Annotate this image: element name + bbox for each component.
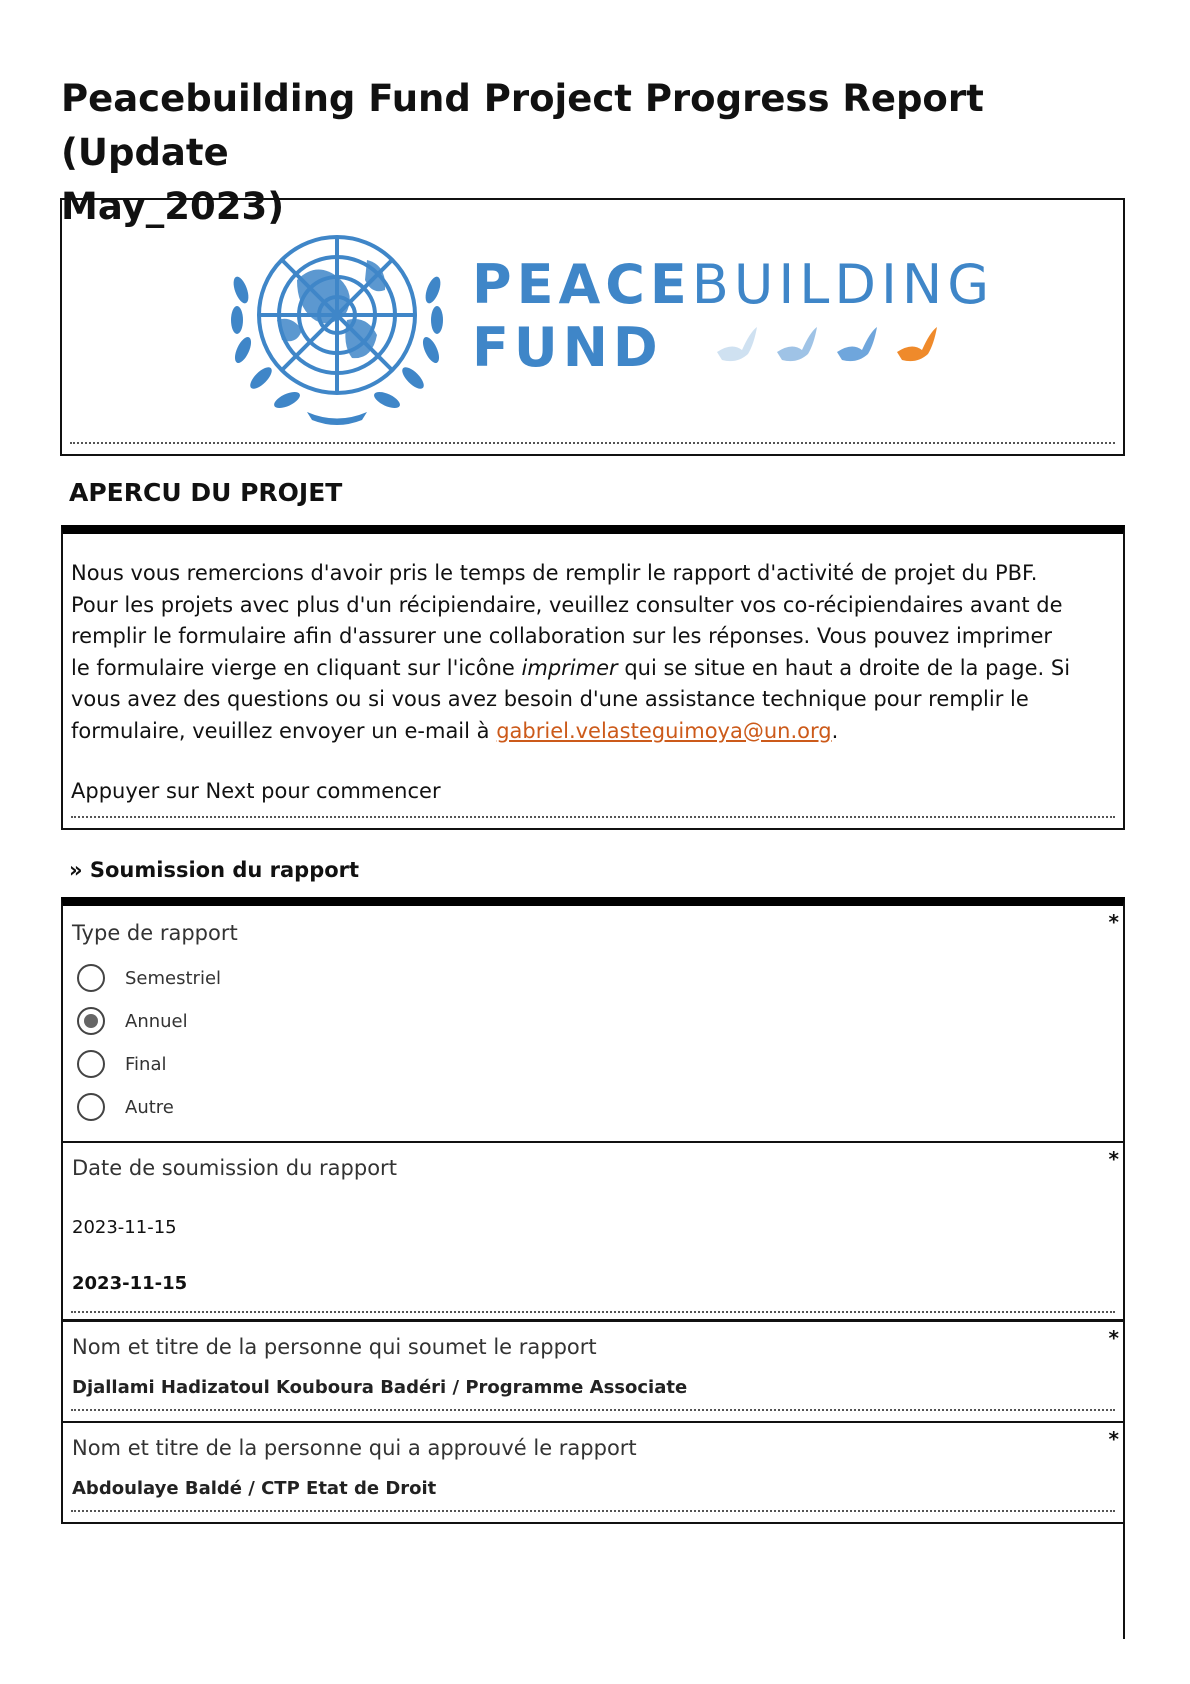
approver-question [61, 1421, 1125, 1524]
required-marker: * [1108, 1326, 1119, 1350]
submitter-label: Nom et titre de la personne qui soumet le rapport [72, 1335, 597, 1359]
logo-panel [60, 198, 1125, 456]
submission-date-divider [71, 1311, 1115, 1313]
radio-label: Final [125, 1053, 167, 1075]
radio-button[interactable] [77, 964, 105, 992]
report-type-question [61, 897, 1125, 1143]
radio-option-annuel[interactable] [77, 1005, 188, 1037]
required-marker: * [1108, 910, 1119, 934]
radio-option-autre[interactable] [77, 1091, 174, 1123]
radio-option-final[interactable] [77, 1048, 166, 1080]
radio-button[interactable] [77, 1050, 105, 1078]
page-right-border [1123, 1524, 1125, 1639]
logo-word-fund: FUND [472, 316, 663, 379]
overview-divider [71, 816, 1115, 818]
overview-panel [61, 525, 1125, 830]
submission-date-question [61, 1141, 1125, 1321]
radio-option-semestriel[interactable] [77, 962, 221, 994]
document-title-line1: Peacebuilding Fund Project Progress Report (Update [61, 77, 984, 174]
submission-section-title: » Soumission du rapport [69, 858, 360, 882]
logo-wordmark-line2 [472, 318, 663, 378]
logo-wordmark-line1 [472, 255, 994, 315]
submitter-divider [71, 1409, 1115, 1411]
approver-label: Nom et titre de la personne qui a approuvé le rapport [72, 1436, 637, 1460]
contact-email-link[interactable]: gabriel.velasteguimoya@un.org [496, 718, 832, 743]
radio-label: Semestriel [125, 967, 222, 989]
overview-text-part2: qui se situe en haut a droite de la page. Si vous avez des questions ou si vous avez besoin d'une assistance technique pour remplir le formulaire, veuillez envoyer un e-mail à [71, 655, 1071, 743]
logo-word-building: BUILDING [691, 253, 995, 316]
document-title-line2: May_2023) [61, 185, 285, 228]
overview-text [71, 558, 1071, 747]
overview-text-end: . [831, 718, 839, 743]
radio-label: Annuel [125, 1010, 188, 1032]
approver-divider [71, 1510, 1115, 1512]
next-instruction: Appuyer sur Next pour commencer [71, 779, 441, 803]
doves-icon [712, 322, 952, 372]
required-marker: * [1108, 1147, 1119, 1171]
submission-date-value: 2023-11-15 [72, 1273, 188, 1294]
radio-label: Autre [125, 1096, 174, 1118]
un-emblem-icon [227, 220, 447, 430]
submitter-question [61, 1320, 1125, 1423]
submission-date-field[interactable]: 2023-11-15 [72, 1217, 177, 1238]
report-type-label: Type de rapport [72, 921, 238, 945]
radio-button[interactable] [77, 1093, 105, 1121]
submission-date-label: Date de soumission du rapport [72, 1156, 397, 1180]
logo-word-peace: PEACE [472, 253, 692, 316]
logo-panel-divider [70, 442, 1115, 444]
overview-title: APERCU DU PROJET [69, 478, 343, 507]
overview-italic-word: imprimer [521, 655, 618, 680]
required-marker: * [1108, 1427, 1119, 1451]
submitter-value[interactable]: Djallami Hadizatoul Kouboura Badéri / Programme Associate [72, 1377, 688, 1398]
overview-text-part1: Nous vous remercions d'avoir pris le temps de remplir le rapport d'activité de projet du PBF. Pour les projets avec plus d'un récipiendaire, veuillez consulter vos co-récipiendaires avant de remplir le formulaire afin d'assurer une collaboration sur les réponses. Vous pouvez imprimer le formulaire vierge en cliquant sur l'icône [71, 561, 1063, 680]
radio-button-selected[interactable] [77, 1007, 105, 1035]
approver-value[interactable]: Abdoulaye Baldé / CTP Etat de Droit [72, 1478, 437, 1499]
